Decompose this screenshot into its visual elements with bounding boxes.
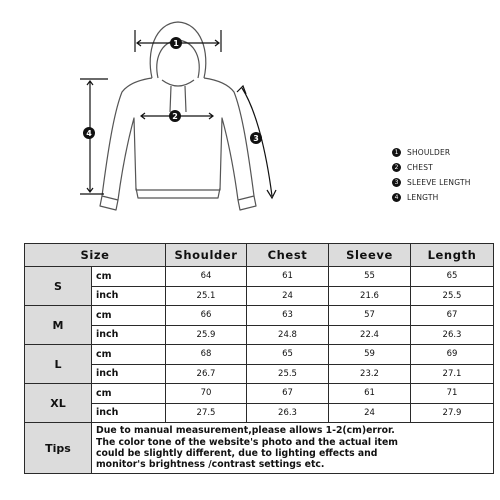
table-row bbox=[25, 403, 494, 423]
unit-label: inch bbox=[92, 364, 166, 384]
marker-3-label: 3 bbox=[253, 134, 259, 143]
legend-label: SLEEVE LENGTH bbox=[407, 178, 471, 187]
size-label-l: L bbox=[25, 345, 92, 384]
table-header-row bbox=[25, 244, 494, 267]
size-label-m: M bbox=[25, 306, 92, 345]
tips-line: monitor's brightness /contrast settings etc. bbox=[96, 459, 325, 471]
cell-value: 55 bbox=[329, 267, 411, 287]
legend-item-chest bbox=[392, 160, 497, 175]
cell-value: 24 bbox=[329, 403, 411, 423]
legend-number: 2 bbox=[392, 163, 401, 172]
tips-label: Tips bbox=[25, 423, 92, 474]
legend-number: 1 bbox=[392, 148, 401, 157]
tips-line: Due to manual measurement,please allows 1-2(cm)error. bbox=[96, 425, 395, 437]
cell-value: 59 bbox=[329, 345, 411, 365]
legend-label: SHOULDER bbox=[407, 148, 451, 157]
header-chest: Chest bbox=[247, 244, 329, 267]
unit-label: inch bbox=[92, 403, 166, 423]
unit-label: inch bbox=[92, 325, 166, 345]
cell-value: 23.2 bbox=[329, 364, 411, 384]
cell-value: 67 bbox=[247, 384, 329, 404]
cell-value: 69 bbox=[411, 345, 494, 365]
cell-value: 25.1 bbox=[166, 286, 247, 306]
cell-value: 65 bbox=[247, 345, 329, 365]
unit-label: inch bbox=[92, 286, 166, 306]
cell-value: 64 bbox=[166, 267, 247, 287]
cell-value: 70 bbox=[166, 384, 247, 404]
cell-value: 68 bbox=[166, 345, 247, 365]
table-row bbox=[25, 325, 494, 345]
cell-value: 27.9 bbox=[411, 403, 494, 423]
header-shoulder: Shoulder bbox=[166, 244, 247, 267]
cell-value: 24.8 bbox=[247, 325, 329, 345]
table-row bbox=[25, 384, 494, 404]
cell-value: 24 bbox=[247, 286, 329, 306]
cell-value: 25.9 bbox=[166, 325, 247, 345]
cell-value: 71 bbox=[411, 384, 494, 404]
legend-label: CHEST bbox=[407, 163, 433, 172]
tips-line: could be slightly different, due to lighting effects and bbox=[96, 448, 378, 459]
marker-4-label: 4 bbox=[86, 129, 92, 138]
cell-value: 21.6 bbox=[329, 286, 411, 306]
cell-value: 61 bbox=[329, 384, 411, 404]
cell-value: 26.3 bbox=[247, 403, 329, 423]
cell-value: 67 bbox=[411, 306, 494, 326]
size-label-xl: XL bbox=[25, 384, 92, 423]
tips-row bbox=[25, 423, 494, 474]
table-row bbox=[25, 306, 494, 326]
cell-value: 66 bbox=[166, 306, 247, 326]
unit-label: cm bbox=[92, 306, 166, 326]
cell-value: 61 bbox=[247, 267, 329, 287]
legend-item-sleeve-length bbox=[392, 175, 497, 190]
cell-value: 22.4 bbox=[329, 325, 411, 345]
legend-item-shoulder bbox=[392, 145, 497, 160]
unit-label: cm bbox=[92, 345, 166, 365]
cell-value: 57 bbox=[329, 306, 411, 326]
cell-value: 63 bbox=[247, 306, 329, 326]
marker-2-label: 2 bbox=[172, 112, 178, 121]
tips-text bbox=[92, 423, 494, 474]
cell-value: 27.1 bbox=[411, 364, 494, 384]
size-label-s: S bbox=[25, 267, 92, 306]
size-chart-table bbox=[24, 243, 494, 474]
cell-value: 25.5 bbox=[411, 286, 494, 306]
diagram-markers bbox=[83, 37, 262, 144]
table-row bbox=[25, 267, 494, 287]
marker-1-label: 1 bbox=[173, 39, 179, 48]
cell-value: 25.5 bbox=[247, 364, 329, 384]
cell-value: 26.3 bbox=[411, 325, 494, 345]
legend-label: LENGTH bbox=[407, 193, 439, 202]
table-row bbox=[25, 286, 494, 306]
cell-value: 27.5 bbox=[166, 403, 247, 423]
header-length: Length bbox=[411, 244, 494, 267]
unit-label: cm bbox=[92, 267, 166, 287]
legend-number: 4 bbox=[392, 193, 401, 202]
tips-line: The color tone of the website's photo and the actual item bbox=[96, 436, 398, 448]
cell-value: 65 bbox=[411, 267, 494, 287]
header-sleeve: Sleeve bbox=[329, 244, 411, 267]
table-row bbox=[25, 364, 494, 384]
unit-label: cm bbox=[92, 384, 166, 404]
table-row bbox=[25, 345, 494, 365]
measurement-legend bbox=[392, 145, 497, 205]
legend-number: 3 bbox=[392, 178, 401, 187]
cell-value: 26.7 bbox=[166, 364, 247, 384]
legend-item-length bbox=[392, 190, 497, 205]
header-size: Size bbox=[25, 244, 166, 267]
